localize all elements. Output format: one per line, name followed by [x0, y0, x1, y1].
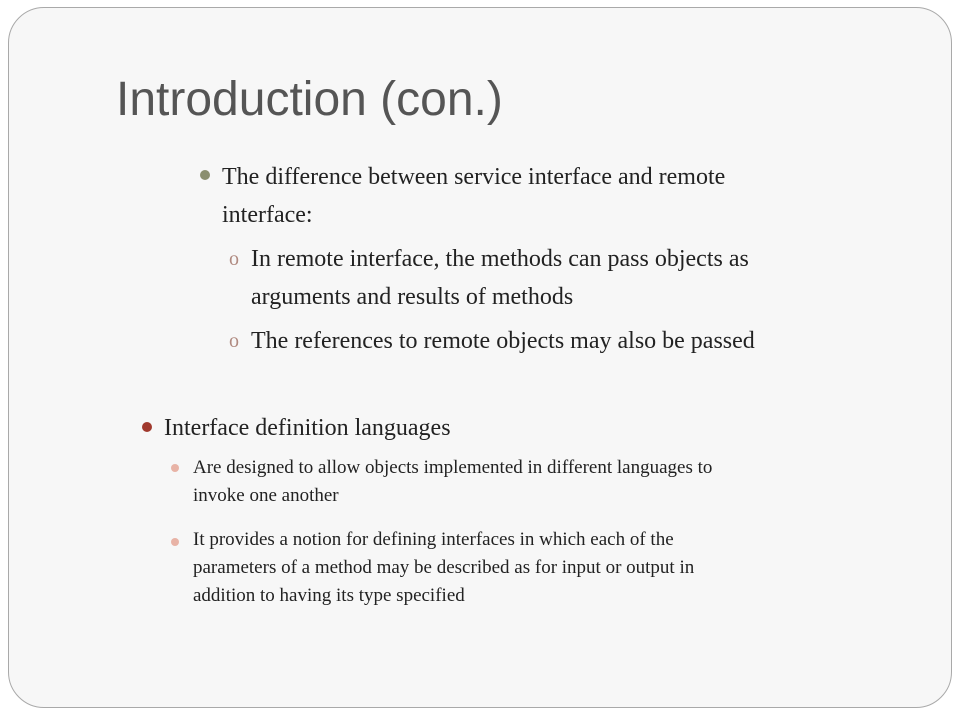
section2-item-1-line1: Are designed to allow objects implemented in different languages to [193, 457, 713, 478]
section2-heading [164, 409, 864, 447]
section2-item-2-line1: It provides a notion for defining interfaces in which each of the [193, 529, 674, 550]
sub-item-1-line2: arguments and results of methods [251, 284, 574, 310]
section2-heading-text: Interface definition languages [164, 415, 451, 441]
sub-item-1-line1: In remote interface, the methods can pass objects as [251, 246, 749, 272]
section1-sub-item-2 [251, 322, 931, 360]
section2-item-1 [193, 454, 913, 510]
section2-item-2-line3: addition to having its type specified [193, 585, 465, 606]
section1-heading [222, 158, 922, 234]
sub-bullet-marker-2: o [229, 330, 239, 352]
section1-heading-line1: The difference between service interface and remote [222, 164, 726, 190]
slide-frame [8, 7, 952, 708]
section2-item-2 [193, 526, 913, 610]
section2-item-1-line2: invoke one another [193, 485, 339, 506]
sub-item-2-line1: The references to remote objects may also be passed [251, 328, 755, 354]
section2-item-2-line2: parameters of a method may be described as for input or output in [193, 557, 695, 578]
slide-title: Introduction (con.) [116, 73, 503, 126]
section1-heading-line2: interface: [222, 202, 313, 228]
sub-bullet-marker-1: o [229, 248, 239, 270]
bullet-icon [200, 170, 210, 180]
section1-sub-item-1 [251, 240, 931, 316]
bullet-icon [171, 538, 179, 546]
bullet-icon [142, 422, 152, 432]
bullet-icon [171, 464, 179, 472]
